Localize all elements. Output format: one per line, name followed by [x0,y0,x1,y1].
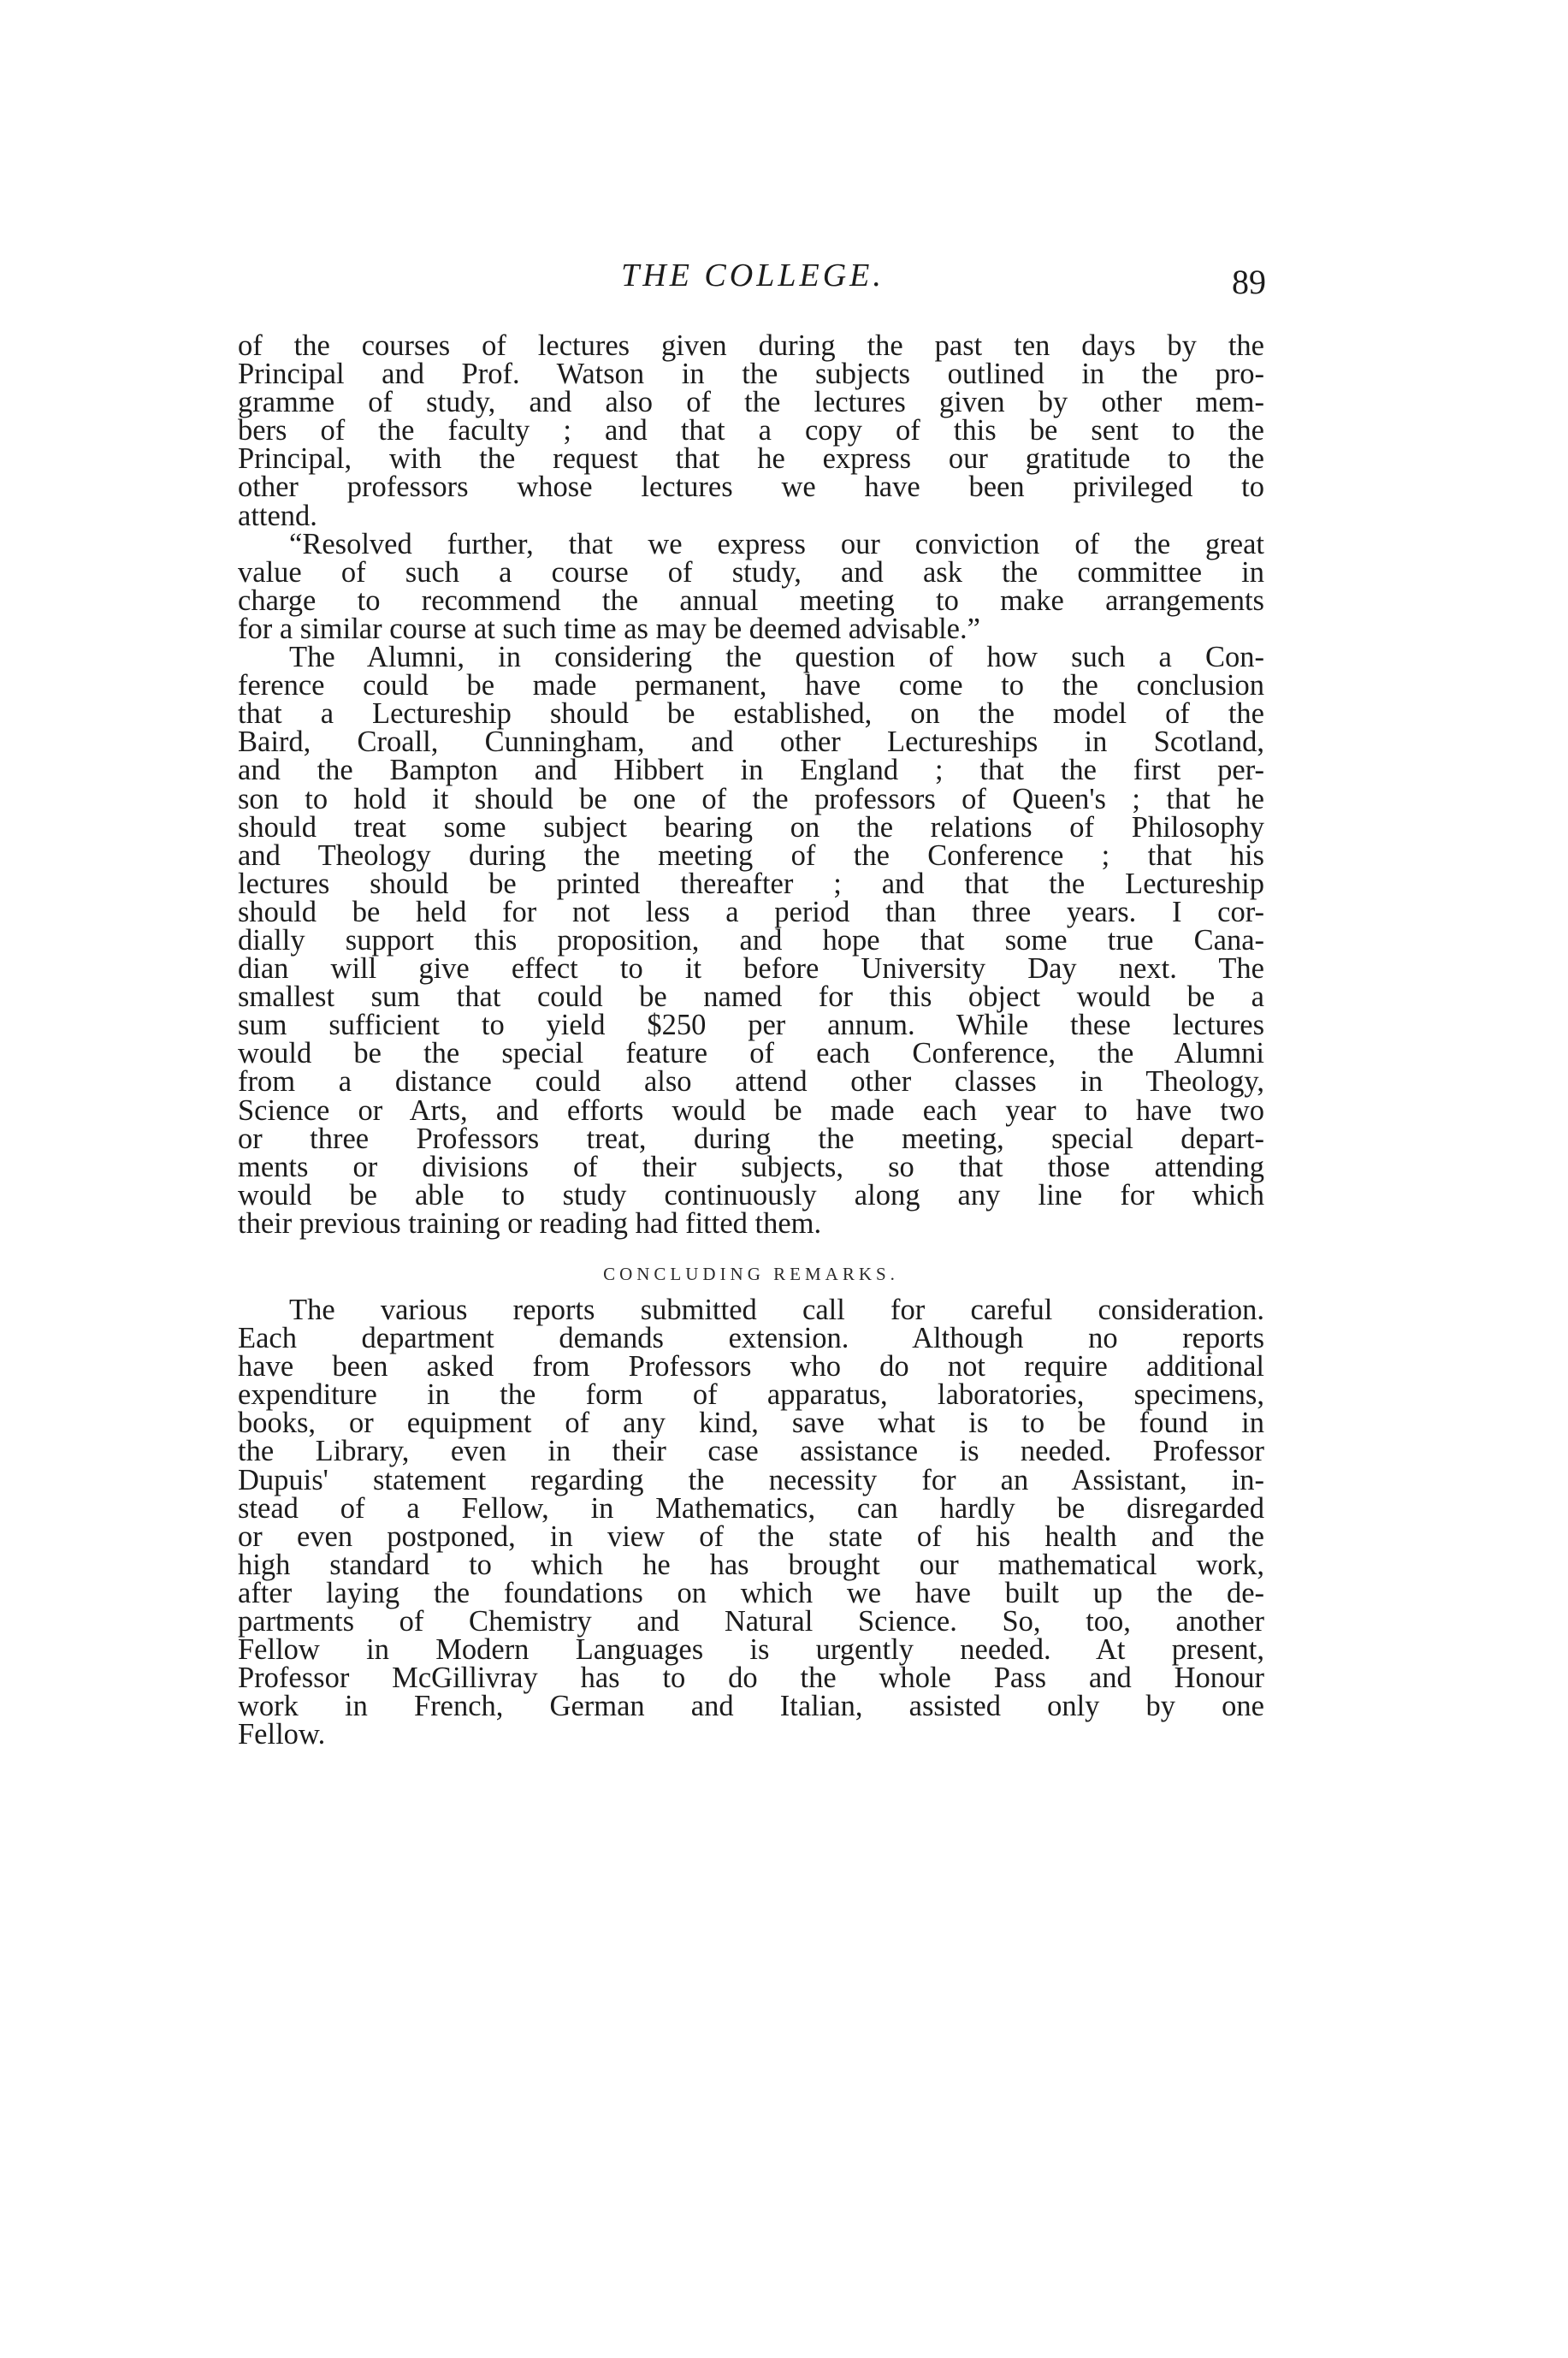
text-line: partments of Chemistry and Natural Science. So, too, another [238,1605,1264,1638]
text-line: from a distance could also attend other classes in Theology, [238,1065,1264,1099]
text-line: dially support this proposition, and hope that some true Cana- [238,923,1264,957]
text-line: or even postponed, in view of the state of his health and the [238,1520,1264,1553]
text-line: after laying the foundations on which we have built up the de- [238,1576,1264,1609]
text-line: the Library, even in their case assistance is needed. Professor [238,1435,1264,1468]
text-line: books, or equipment of any kind, save what is to be found in [238,1407,1264,1440]
text-line: Principal and Prof. Watson in the subjects outlined in the pro- [238,358,1264,391]
text-line: would be able to study continuously along any line for which [238,1178,1264,1212]
text-line: Dupuis' statement regarding the necessity for an Assistant, in- [238,1463,1264,1496]
text-line: bers of the faculty ; and that a copy of this be sent to the [238,414,1264,447]
page-number: 89 [1232,263,1266,301]
text-line: lectures should be printed thereafter ; and that the Lectureship [238,867,1264,900]
text-line: ference could be made permanent, have come to the conclusion [238,669,1264,702]
text-line: Fellow. [238,1718,326,1751]
text-line: that a Lectureship should be established, on the model of the [238,697,1264,731]
section-heading: CONCLUDING REMARKS. [603,1264,899,1284]
text-line: ments or divisions of their subjects, so that those attending [238,1150,1264,1183]
text-line: expenditure in the form of apparatus, laboratories, specimens, [238,1378,1264,1412]
text-line: should treat some subject bearing on the relations of Philosophy [238,810,1264,844]
text-line: work in French, German and Italian, assisted only by one [238,1690,1264,1723]
text-line: Fellow in Modern Languages is urgently needed. At present, [238,1633,1264,1667]
text-line: or three Professors treat, during the meeting, special depart- [238,1122,1264,1155]
text-line: for a similar course at such time as may be deemed advisable.” [238,612,980,645]
text-line: dian will give effect to it before University Day next. The [238,952,1264,986]
text-line: and Theology during the meeting of the Conference ; that his [238,838,1264,872]
text-line: should be held for not less a period than three years. I cor- [238,895,1264,928]
text-line: Science or Arts, and efforts would be made each year to have two [238,1093,1264,1127]
text-line: and the Bampton and Hibbert in England ; that the first per- [238,754,1264,787]
text-line: have been asked from Professors who do not require additional [238,1350,1264,1383]
text-line: value of such a course of study, and ask the committee in [238,555,1264,589]
text-line: son to hold it should be one of the professors of Queen's ; that he [238,782,1264,815]
text-line: Baird, Croall, Cunningham, and other Lectureships in Scotland, [238,726,1264,759]
text-line: would be the special feature of each Conference, the Alumni [238,1037,1264,1070]
text-line: Principal, with the request that he express our gratitude to the [238,442,1264,476]
text-line: Each department demands extension. Although no reports [238,1322,1264,1355]
text-line: of the courses of lectures given during the past ten days by the [238,329,1264,362]
text-line: attend. [238,499,317,532]
running-title: THE COLLEGE. [621,258,885,293]
body-text [238,329,1264,1751]
text-line: sum sufficient to yield $250 per annum. While these lectures [238,1009,1264,1042]
text-line: gramme of study, and also of the lectures given by other mem- [238,386,1264,419]
text-line: Professor McGillivray has to do the whole Pass and Honour [238,1662,1264,1695]
text-line: The various reports submitted call for careful consideration. [289,1294,1264,1326]
text-line: charge to recommend the annual meeting to make arrangements [238,584,1264,617]
text-line: smallest sum that could be named for this object would be a [238,981,1264,1014]
text-line: stead of a Fellow, in Mathematics, can hardly be disregarded [238,1491,1264,1525]
section-spacer [238,1238,1264,1252]
text-line: “Resolved further, that we express our conviction of the great [289,527,1264,560]
text-line: high standard to which he has brought our mathematical work, [238,1548,1264,1581]
text-line: other professors whose lectures we have been privileged to [238,471,1264,504]
text-line: their previous training or reading had fitted them. [238,1206,822,1240]
text-line: The Alumni, in considering the question of how such a Con- [289,641,1264,674]
running-head [240,257,1266,308]
